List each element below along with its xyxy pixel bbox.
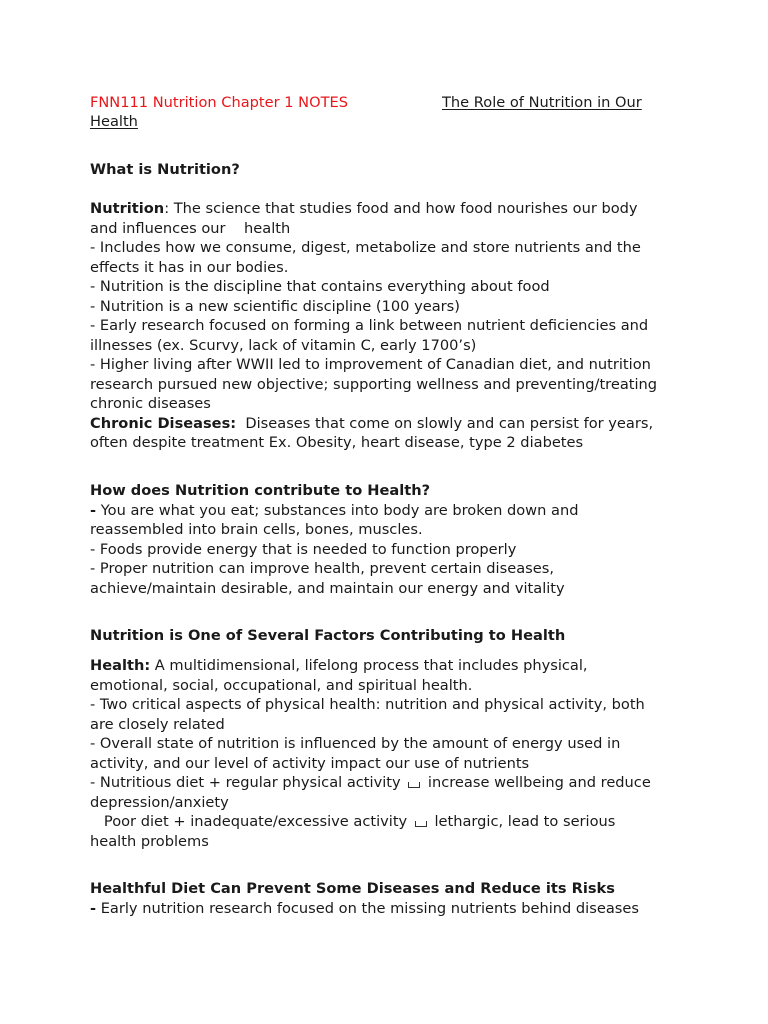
bullet-line: - Includes how we consume, digest, metabolize and store nutrients and the — [90, 239, 641, 256]
bullet-line: - Proper nutrition can improve health, prevent certain diseases, — [90, 560, 554, 577]
text-line: illnesses (ex. Scurvy, lack of vitamin C, early 1700’s) — [90, 337, 477, 354]
health-definition: Health: A multidimensional, lifelong process that includes physical, — [90, 657, 588, 674]
text-line: often despite treatment Ex. Obesity, heart disease, type 2 diabetes — [90, 434, 584, 451]
bullet-line: - Nutrition is the discipline that contains everything about food — [90, 278, 550, 295]
text-line: achieve/maintain desirable, and maintain our energy and vitality — [90, 580, 565, 597]
bullet-line: - Two critical aspects of physical health: nutrition and physical activity, both — [90, 696, 645, 713]
text-line: are closely related — [90, 716, 225, 733]
text-line: effects it has in our bodies. — [90, 259, 289, 276]
bullet-line: - Higher living after WWII led to improvement of Canadian diet, and nutrition — [90, 356, 651, 373]
bullet-line: - Overall state of nutrition is influenced by the amount of energy used in — [90, 735, 621, 752]
term-nutrition: Nutrition — [90, 200, 165, 217]
bullet-line: - Nutrition is a new scientific discipline (100 years) — [90, 298, 460, 315]
chapter-title: The Role of Nutrition in Our — [442, 94, 642, 111]
heading-contribute: How does Nutrition contribute to Health? — [90, 482, 431, 499]
doc-header-line — [90, 94, 642, 112]
bullet-line: - Foods provide energy that is needed to function properly — [90, 541, 517, 558]
bullet-line: - Nutritious diet + regular physical activity increase wellbeing and reduce — [90, 774, 651, 791]
heading-healthful-diet: Healthful Diet Can Prevent Some Diseases and Reduce its Risks — [90, 880, 615, 897]
term-health: Health: — [90, 657, 151, 674]
bullet-line: - You are what you eat; substances into body are broken down and — [90, 502, 579, 519]
term-chronic-diseases: Chronic Diseases: — [90, 415, 237, 432]
arrow-icon — [415, 821, 427, 827]
text-line: depression/anxiety — [90, 794, 229, 811]
bullet-line: - Early research focused on forming a link between nutrient deficiencies and — [90, 317, 649, 334]
text-line: activity, and our level of activity impact our use of nutrients — [90, 755, 530, 772]
text-line: health problems — [90, 833, 209, 850]
text-line: chronic diseases — [90, 395, 211, 412]
course-title: FNN111 Nutrition Chapter 1 NOTES — [90, 94, 348, 111]
heading-factors: Nutrition is One of Several Factors Contributing to Health — [90, 627, 566, 644]
text-line: Poor diet + inadequate/excessive activity lethargic, lead to serious — [90, 813, 616, 830]
chapter-title-cont: Health — [90, 113, 138, 130]
text-line: and influences our health — [90, 220, 291, 237]
text-line: emotional, social, occupational, and spiritual health. — [90, 677, 473, 694]
heading-what-is-nutrition: What is Nutrition? — [90, 161, 240, 178]
nutrition-definition: Nutrition: The science that studies food and how food nourishes our body — [90, 200, 638, 217]
text-line: research pursued new objective; supporting wellness and preventing/treating — [90, 376, 658, 393]
bullet-line: - Early nutrition research focused on the missing nutrients behind diseases — [90, 900, 639, 917]
text-line: reassembled into brain cells, bones, muscles. — [90, 521, 423, 538]
arrow-icon — [408, 782, 420, 788]
chronic-diseases-definition: Chronic Diseases: Diseases that come on slowly and can persist for years, — [90, 415, 654, 432]
